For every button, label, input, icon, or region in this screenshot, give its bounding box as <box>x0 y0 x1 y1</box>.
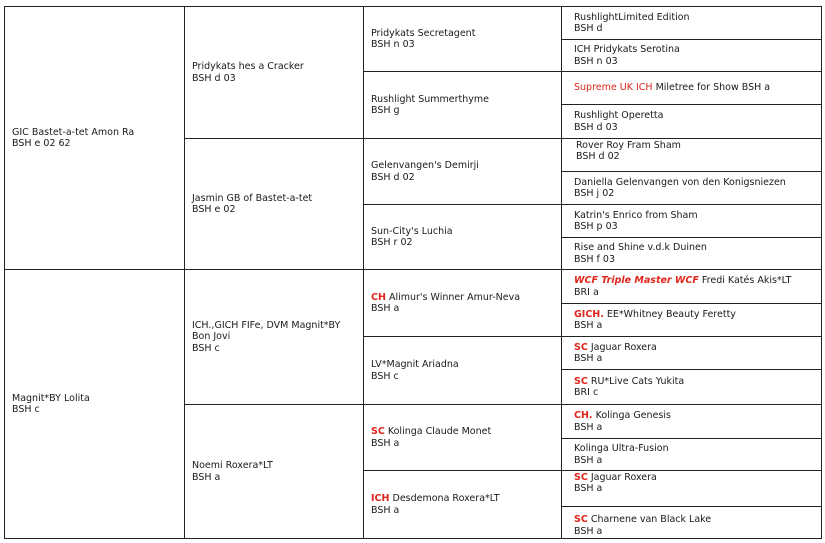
great-grandparent-cell <box>363 336 562 405</box>
cat-code: BSH c <box>12 404 40 415</box>
title-badge: SC <box>574 472 588 483</box>
cat-name: Noemi Roxera*LT <box>192 460 273 472</box>
cat-code: BSH e 02 <box>192 204 236 215</box>
great-great-grandparent-cell <box>561 336 822 370</box>
cat-code: BSH g <box>371 105 400 116</box>
cat-code: BSH a <box>574 525 603 537</box>
great-great-grandparent-cell <box>561 138 822 172</box>
cat-code: BSH d <box>574 23 603 34</box>
title-badge: CH <box>371 291 386 303</box>
cat-name: ICH Pridykats Serotina <box>574 44 680 56</box>
cat-code: BSH a <box>574 421 603 433</box>
title-badge: SC <box>574 514 588 526</box>
great-grandparent-cell <box>363 71 562 139</box>
cat-name: Alimur's Winner Amur-Neva <box>388 291 521 303</box>
cat-code: BSH n 03 <box>371 39 415 50</box>
cat-name: Magnit*BY Lolita <box>12 392 90 404</box>
cat-code: BSH c <box>371 370 399 382</box>
cat-name: RushlightLimited Edition <box>574 11 690 23</box>
cat-code: BSH p 03 <box>574 221 618 232</box>
great-great-grandparent-cell <box>561 104 822 139</box>
cat-code: BRI a <box>574 286 599 298</box>
cat-code: BSH a <box>371 504 400 516</box>
cat-code: BSH a <box>192 471 221 483</box>
title-badge: Supreme UK ICH <box>574 82 653 94</box>
great-great-grandparent-cell <box>561 71 822 105</box>
title-badge: SC <box>574 375 588 387</box>
cat-name: Desdemona Roxera*LT <box>392 493 500 505</box>
great-great-grandparent-cell <box>561 237 822 270</box>
great-great-grandparent-cell <box>561 369 822 405</box>
great-grandparent-cell <box>363 204 562 270</box>
great-great-grandparent-cell <box>561 6 822 40</box>
title-badge: GICH. <box>574 308 604 320</box>
parent-cell-sire <box>4 6 185 270</box>
title-badge: ICH <box>371 493 390 505</box>
cat-name: Rover Roy Fram Sham <box>576 140 681 151</box>
cat-code: BRI c <box>574 387 599 398</box>
cat-name: Daniella Gelenvangen von den Konigsniezen <box>574 176 786 188</box>
cat-name: Pridykats Secretagent <box>371 27 476 39</box>
title-badge: SC <box>574 341 588 353</box>
cat-name: Pridykats hes a Cracker <box>192 61 304 73</box>
cat-code: BSH r 02 <box>371 237 413 248</box>
great-great-grandparent-cell <box>561 171 822 205</box>
cat-name-line1: ICH.,GICH FIFe, DVM Magnit*BY <box>192 319 341 331</box>
great-great-grandparent-cell <box>561 39 822 72</box>
cat-name: Katrin's Enrico from Sham <box>574 209 698 221</box>
great-great-grandparent-cell <box>561 470 822 507</box>
cat-code: BSH a <box>371 437 400 449</box>
cat-code: BSH d 03 <box>574 121 618 133</box>
great-grandparent-cell <box>363 269 562 337</box>
cat-name: Jaguar Roxera <box>590 341 657 353</box>
great-grandparent-cell <box>363 404 562 471</box>
title-badge: SC <box>371 426 385 438</box>
cat-name-line2: Bon Jovi <box>192 331 231 343</box>
great-great-grandparent-cell <box>561 303 822 337</box>
cat-name: Sun-City's Luchia <box>371 225 453 237</box>
grandparent-cell <box>184 6 364 139</box>
great-great-grandparent-cell <box>561 438 822 471</box>
cat-name: Jaguar Roxera <box>590 472 657 483</box>
cat-name: Kolinga Genesis <box>595 410 671 422</box>
cat-code: BSH d 03 <box>192 72 236 84</box>
cat-name: RU*Live Cats Yukita <box>590 375 685 387</box>
parent-cell-dam <box>4 269 185 539</box>
cat-name: Miletree for Show BSH a <box>655 82 771 94</box>
great-great-grandparent-cell <box>561 404 822 439</box>
cat-code: BSH j 02 <box>574 188 615 199</box>
cat-code: BSH a <box>574 320 603 331</box>
cat-name: Gelenvangen's Demirji <box>371 160 479 172</box>
cat-code: BSH a <box>574 454 603 466</box>
cat-code: BSH n 03 <box>574 55 618 67</box>
cat-name: Fredi Katés Akis*LT <box>701 275 792 287</box>
cat-name: EE*Whitney Beauty Feretty <box>606 308 736 320</box>
great-great-grandparent-cell <box>561 204 822 238</box>
cat-code: BSH a <box>371 303 400 314</box>
cat-code: BSH a <box>574 353 603 364</box>
cat-code: BSH e 02 62 <box>12 138 71 149</box>
cat-code: BSH d 02 <box>576 151 620 163</box>
grandparent-cell <box>184 269 364 405</box>
grandparent-cell <box>184 404 364 539</box>
cat-code: BSH c <box>192 342 220 354</box>
great-grandparent-cell <box>363 470 562 539</box>
grandparent-cell <box>184 138 364 270</box>
great-great-grandparent-cell <box>561 269 822 304</box>
title-badge: CH. <box>574 410 593 422</box>
cat-name: Jasmin GB of Bastet-a-tet <box>192 192 313 204</box>
cat-name: Rushlight Summerthyme <box>371 93 490 105</box>
great-grandparent-cell <box>363 138 562 205</box>
cat-name: LV*Magnit Ariadna <box>371 359 459 371</box>
cat-code: BSH a <box>574 483 603 495</box>
cat-name: Charnene van Black Lake <box>590 514 712 526</box>
cat-code: BSH f 03 <box>574 253 615 265</box>
great-grandparent-cell <box>363 6 562 72</box>
cat-name: Kolinga Claude Monet <box>387 426 492 438</box>
title-badge: WCF Triple Master WCF <box>574 275 699 287</box>
cat-code: BSH d 02 <box>371 171 415 183</box>
cat-name: Rise and Shine v.d.k Duinen <box>574 242 707 254</box>
cat-name: GIC Bastet-a-tet Amon Ra <box>12 126 135 138</box>
cat-name: Rushlight Operetta <box>574 110 664 122</box>
great-great-grandparent-cell <box>561 506 822 539</box>
cat-name: Kolinga Ultra-Fusion <box>574 443 669 455</box>
